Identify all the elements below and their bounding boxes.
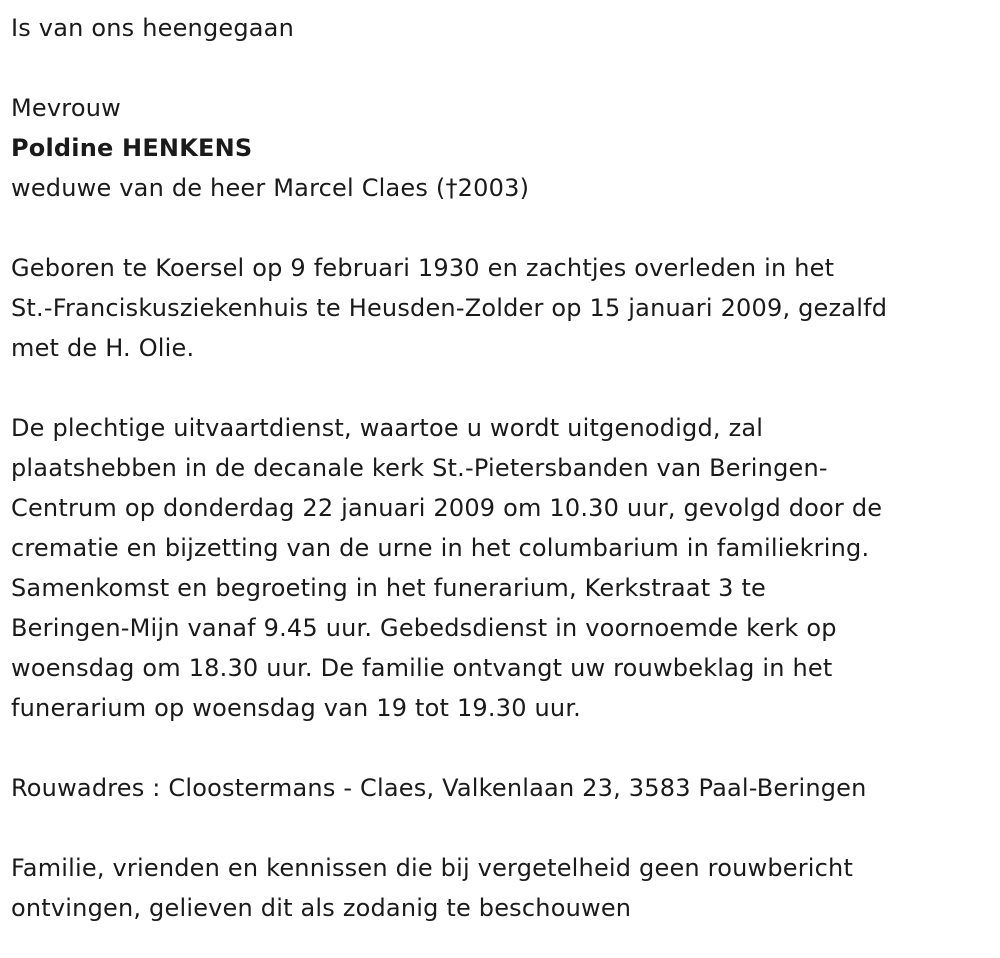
salutation: Mevrouw bbox=[11, 94, 121, 122]
widow-of-line: weduwe van de heer Marcel Claes (†2003) bbox=[11, 174, 530, 202]
service-paragraph bbox=[11, 408, 988, 728]
text-line: Familie, vrienden en kennissen die bij vergetelheid geen rouwbericht bbox=[11, 854, 854, 882]
birth-death-paragraph bbox=[11, 248, 988, 368]
text-line: funerarium op woensdag van 19 tot 19.30 uur. bbox=[11, 694, 582, 722]
text-line: crematie en bijzetting van de urne in het columbarium in familiekring. bbox=[11, 534, 870, 562]
text-line: Beringen-Mijn vanaf 9.45 uur. Gebedsdienst in voornoemde kerk op bbox=[11, 614, 837, 642]
intro-line: Is van ons heengegaan bbox=[11, 14, 295, 42]
text-line: woensdag om 18.30 uur. De familie ontvangt uw rouwbeklag in het bbox=[11, 654, 833, 682]
text-line: De plechtige uitvaartdienst, waartoe u wordt uitgenodigd, zal bbox=[11, 414, 764, 442]
closing-paragraph bbox=[11, 848, 988, 928]
deceased-name: Poldine HENKENS bbox=[11, 134, 253, 162]
text-line: met de H. Olie. bbox=[11, 334, 195, 362]
spacer bbox=[11, 728, 988, 768]
text-line: plaatshebben in de decanale kerk St.-Pietersbanden van Beringen- bbox=[11, 454, 828, 482]
spacer bbox=[11, 808, 988, 848]
text-line: St.-Franciskusziekenhuis te Heusden-Zolder op 15 januari 2009, gezalfd bbox=[11, 294, 888, 322]
text-line: Centrum op donderdag 22 januari 2009 om 10.30 uur, gevolgd door de bbox=[11, 494, 883, 522]
spacer bbox=[11, 48, 988, 88]
text-line: Samenkomst en begroeting in het funerarium, Kerkstraat 3 te bbox=[11, 574, 767, 602]
text-line: ontvingen, gelieven dit als zodanig te beschouwen bbox=[11, 894, 632, 922]
spacer bbox=[11, 368, 988, 408]
mourning-address: Rouwadres : Cloostermans - Claes, Valkenlaan 23, 3583 Paal-Beringen bbox=[11, 774, 867, 802]
spacer bbox=[11, 208, 988, 248]
text-line: Geboren te Koersel op 9 februari 1930 en zachtjes overleden in het bbox=[11, 254, 835, 282]
